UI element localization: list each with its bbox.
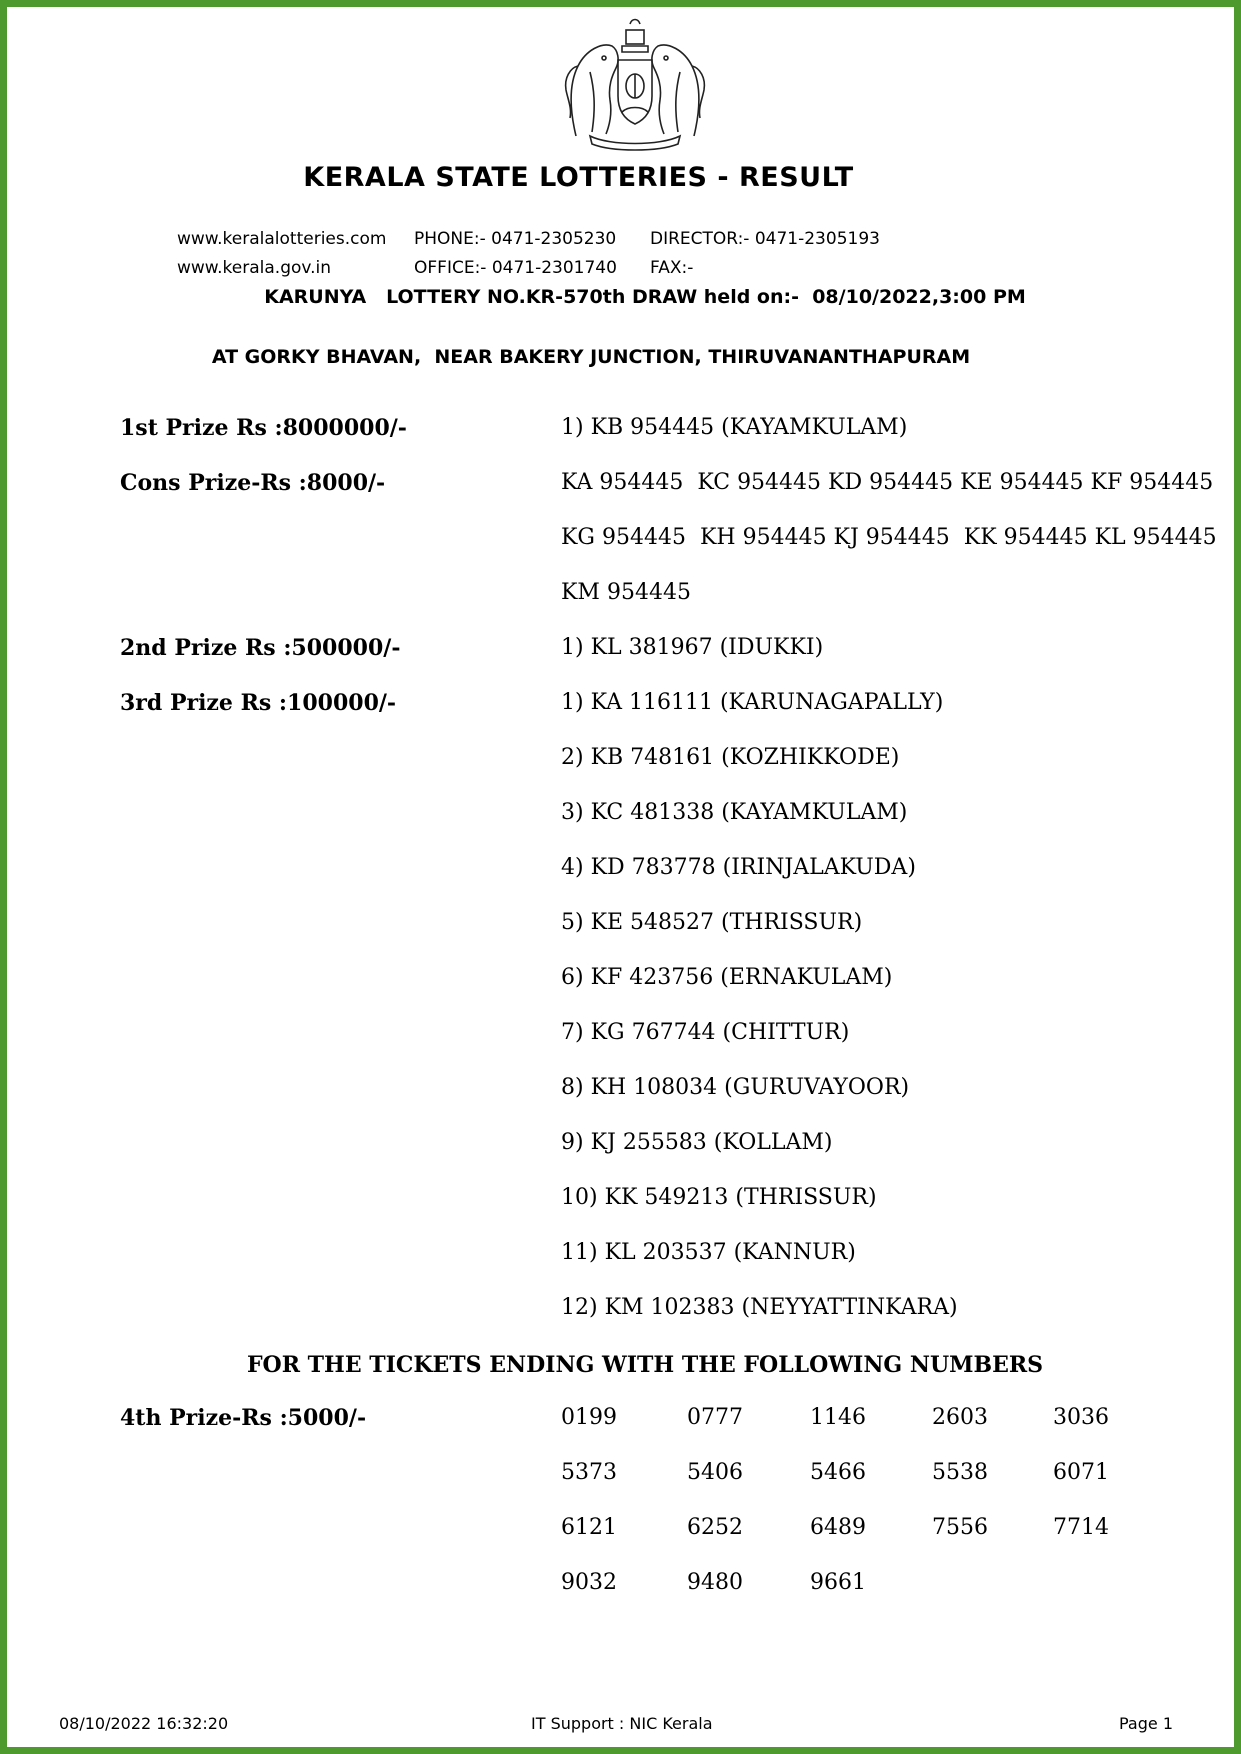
fourth-prize-number: 0777 xyxy=(687,1405,743,1430)
fourth-prize-number: 9480 xyxy=(687,1570,743,1595)
third-prize-winner: 6) KF 423756 (ERNAKULAM) xyxy=(561,965,893,990)
draw-venue: AT GORKY BHAVAN, NEAR BAKERY JUNCTION, THIRUVANANTHAPURAM xyxy=(211,346,971,368)
ending-numbers-heading: FOR THE TICKETS ENDING WITH THE FOLLOWING NUMBERS xyxy=(246,1352,1044,1378)
fourth-prize-number: 9661 xyxy=(810,1570,866,1595)
second-prize-label: 2nd Prize Rs :500000/- xyxy=(120,635,401,661)
fourth-prize-number: 5373 xyxy=(561,1460,617,1485)
second-prize-winner: 1) KL 381967 (IDUKKI) xyxy=(561,635,824,660)
director-number: DIRECTOR:- 0471-2305193 xyxy=(650,229,880,249)
fourth-prize-label: 4th Prize-Rs :5000/- xyxy=(120,1405,367,1431)
third-prize-winner: 7) KG 767744 (CHITTUR) xyxy=(561,1020,850,1045)
consolation-row: KG 954445 KH 954445 KJ 954445 KK 954445 KL 954445 xyxy=(561,525,1217,550)
fourth-prize-number: 6071 xyxy=(1053,1460,1109,1485)
third-prize-winner: 8) KH 108034 (GURUVAYOOR) xyxy=(561,1075,910,1100)
fourth-prize-number: 0199 xyxy=(561,1405,617,1430)
third-prize-winner: 2) KB 748161 (KOZHIKKODE) xyxy=(561,745,900,770)
third-prize-label: 3rd Prize Rs :100000/- xyxy=(120,690,397,716)
fourth-prize-number: 5466 xyxy=(810,1460,866,1485)
fourth-prize-number: 6489 xyxy=(810,1515,866,1540)
third-prize-winner: 4) KD 783778 (IRINJALAKUDA) xyxy=(561,855,916,880)
consolation-row: KA 954445 KC 954445 KD 954445 KE 954445 KF 954445 xyxy=(561,470,1214,495)
kerala-emblem-icon xyxy=(560,16,710,152)
fourth-prize-number: 7556 xyxy=(932,1515,988,1540)
fax-number: FAX:- xyxy=(650,258,694,278)
footer-support: IT Support : NIC Kerala xyxy=(531,1714,713,1733)
office-number: OFFICE:- 0471-2301740 xyxy=(414,258,617,278)
website-link-kerala-gov[interactable]: www.kerala.gov.in xyxy=(177,258,332,278)
third-prize-winner: 9) KJ 255583 (KOLLAM) xyxy=(561,1130,833,1155)
first-prize-label: 1st Prize Rs :8000000/- xyxy=(120,415,407,441)
first-prize-winner: 1) KB 954445 (KAYAMKULAM) xyxy=(561,415,908,440)
footer-timestamp: 08/10/2022 16:32:20 xyxy=(59,1714,229,1733)
third-prize-winner: 3) KC 481338 (KAYAMKULAM) xyxy=(561,800,908,825)
website-link-keralalotteries[interactable]: www.keralalotteries.com xyxy=(177,229,387,249)
phone-number: PHONE:- 0471-2305230 xyxy=(414,229,617,249)
page-title: KERALA STATE LOTTERIES - RESULT xyxy=(303,162,854,193)
fourth-prize-number: 7714 xyxy=(1053,1515,1109,1540)
third-prize-winner: 1) KA 116111 (KARUNAGAPALLY) xyxy=(561,690,944,715)
footer-page-number: Page 1 xyxy=(1119,1714,1173,1733)
fourth-prize-number: 6252 xyxy=(687,1515,743,1540)
fourth-prize-number: 9032 xyxy=(561,1570,617,1595)
fourth-prize-number: 3036 xyxy=(1053,1405,1109,1430)
third-prize-winner: 10) KK 549213 (THRISSUR) xyxy=(561,1185,877,1210)
third-prize-winner: 11) KL 203537 (KANNUR) xyxy=(561,1240,856,1265)
third-prize-winner: 5) KE 548527 (THRISSUR) xyxy=(561,910,863,935)
consolation-prize-label: Cons Prize-Rs :8000/- xyxy=(120,470,386,496)
fourth-prize-number: 5406 xyxy=(687,1460,743,1485)
fourth-prize-number: 2603 xyxy=(932,1405,988,1430)
third-prize-winner: 12) KM 102383 (NEYYATTINKARA) xyxy=(561,1295,958,1320)
fourth-prize-number: 6121 xyxy=(561,1515,617,1540)
draw-info: KARUNYA LOTTERY NO.KR-570th DRAW held on:- 08/10/2022,3:00 PM xyxy=(264,286,1026,308)
consolation-row: KM 954445 xyxy=(561,580,691,605)
fourth-prize-number: 1146 xyxy=(810,1405,866,1430)
fourth-prize-number: 5538 xyxy=(932,1460,988,1485)
